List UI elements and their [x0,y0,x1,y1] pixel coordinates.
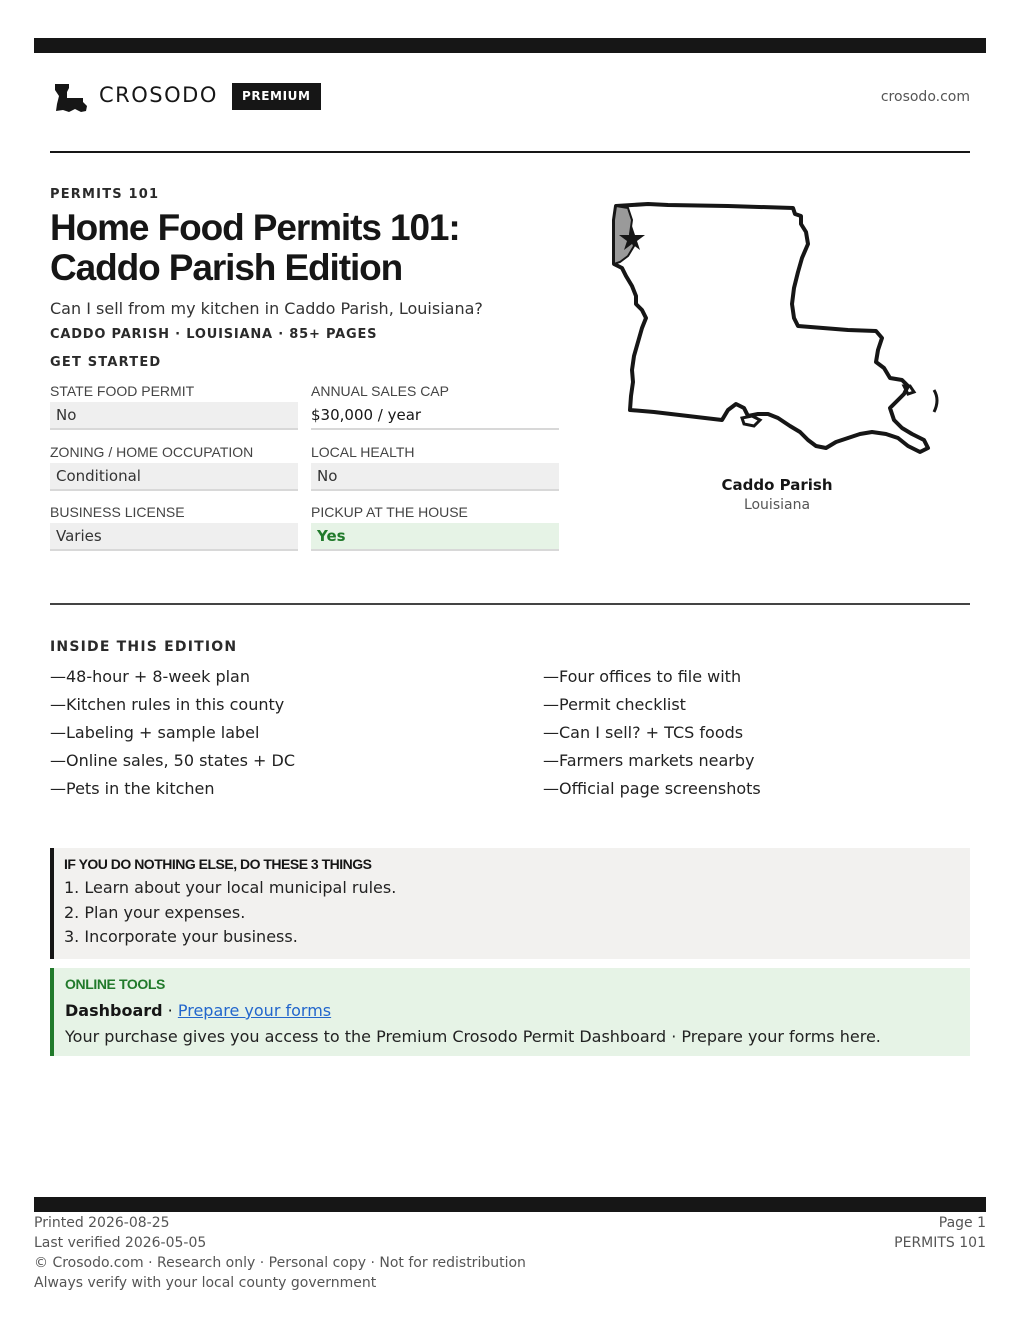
prepare-forms-link[interactable]: Prepare your forms [177,1001,332,1020]
field-zoning [50,443,298,491]
field-label: LOCAL HEALTH [311,444,415,460]
callout-item: 3. Incorporate your business. [64,927,298,946]
field-state-food-permit [50,382,298,430]
page-number: Page 1 [938,1215,986,1231]
bottom-bar [34,1197,986,1212]
dashboard-line [65,1001,970,1027]
verify-advice: Always verify with your local county government [34,1275,377,1291]
separator: · [167,1001,173,1020]
louisiana-outline [614,204,928,452]
inside-edition-heading: INSIDE THIS EDITION [50,639,238,655]
verified-date: Last verified 2026-05-05 [34,1235,207,1251]
online-tools-heading: ONLINE TOOLS [65,976,165,992]
page-title: Home Food Permits 101: Caddo Parish Edition [50,207,460,288]
callout-item: 2. Plan your expenses. [64,902,246,922]
top-bar [34,38,986,53]
copyright: © Crosodo.com · Research only · Personal copy · Not for redistribution [34,1255,526,1271]
field-label: ANNUAL SALES CAP [311,383,449,399]
field-value: Varies [50,523,298,551]
map-caption [697,476,857,513]
louisiana-logo-icon [53,82,89,114]
dashboard-label: Dashboard [65,1001,163,1020]
field-value: Yes [311,523,559,551]
list-item: —Farmers markets nearby [543,751,755,770]
field-value: $30,000 / year [311,402,559,430]
list-item: —Labeling + sample label [50,723,260,742]
footer-right [894,1213,986,1253]
map-parish-name: Caddo Parish [721,476,833,494]
online-tools-box [50,968,970,1056]
list-item: —Online sales, 50 states + DC [50,751,296,770]
tools-description: Your purchase gives you access to the Premium Crosodo Permit Dashboard · Prepare your forms here. [65,1027,881,1046]
list-item: —Can I sell? + TCS foods [543,723,744,742]
list-item: —Permit checklist [543,695,686,714]
list-item: —Four offices to file with [543,667,742,686]
field-value: Conditional [50,463,298,491]
page-subtitle: Can I sell from my kitchen in Caddo Parish, Louisiana? [50,299,483,318]
field-label: STATE FOOD PERMIT [50,383,195,399]
list-item: —Pets in the kitchen [50,779,215,798]
callout-item: 1. Learn about your local municipal rules. [64,878,397,897]
list-item: —Kitchen rules in this county [50,695,285,714]
island-marks [742,386,937,426]
callout-heading: IF YOU DO NOTHING ELSE, DO THESE 3 THINGS [64,856,372,872]
map-state-name: Louisiana [743,497,811,513]
site-url[interactable]: crosodo.com [880,89,970,105]
brand-name: CROSODO [99,83,218,107]
field-label: BUSINESS LICENSE [50,504,185,520]
field-business-license [50,503,298,551]
list-item: —48-hour + 8-week plan [50,667,250,686]
louisiana-map [608,200,948,460]
section-divider [50,603,970,605]
edition-meta: CADDO PARISH · LOUISIANA · 85+ PAGES [50,327,378,342]
section-label-get-started: GET STARTED [50,355,162,370]
field-local-health [311,443,559,491]
field-annual-sales-cap [311,382,559,430]
kicker: PERMITS 101 [50,187,160,202]
footer-left [34,1213,526,1293]
premium-badge: PREMIUM [232,83,321,110]
inside-list-right [543,666,983,806]
header [50,80,970,114]
doc-name: PERMITS 101 [894,1235,986,1251]
field-label: PICKUP AT THE HOUSE [311,504,468,520]
inside-list-left [50,666,490,806]
three-things-callout [50,848,970,959]
field-label: ZONING / HOME OCCUPATION [50,444,254,460]
field-value: No [50,402,298,430]
field-value: No [311,463,559,491]
header-divider [50,151,970,153]
field-pickup-at-house [311,503,559,551]
list-item: —Official page screenshots [543,779,761,798]
printed-date: Printed 2026-08-25 [34,1215,170,1231]
